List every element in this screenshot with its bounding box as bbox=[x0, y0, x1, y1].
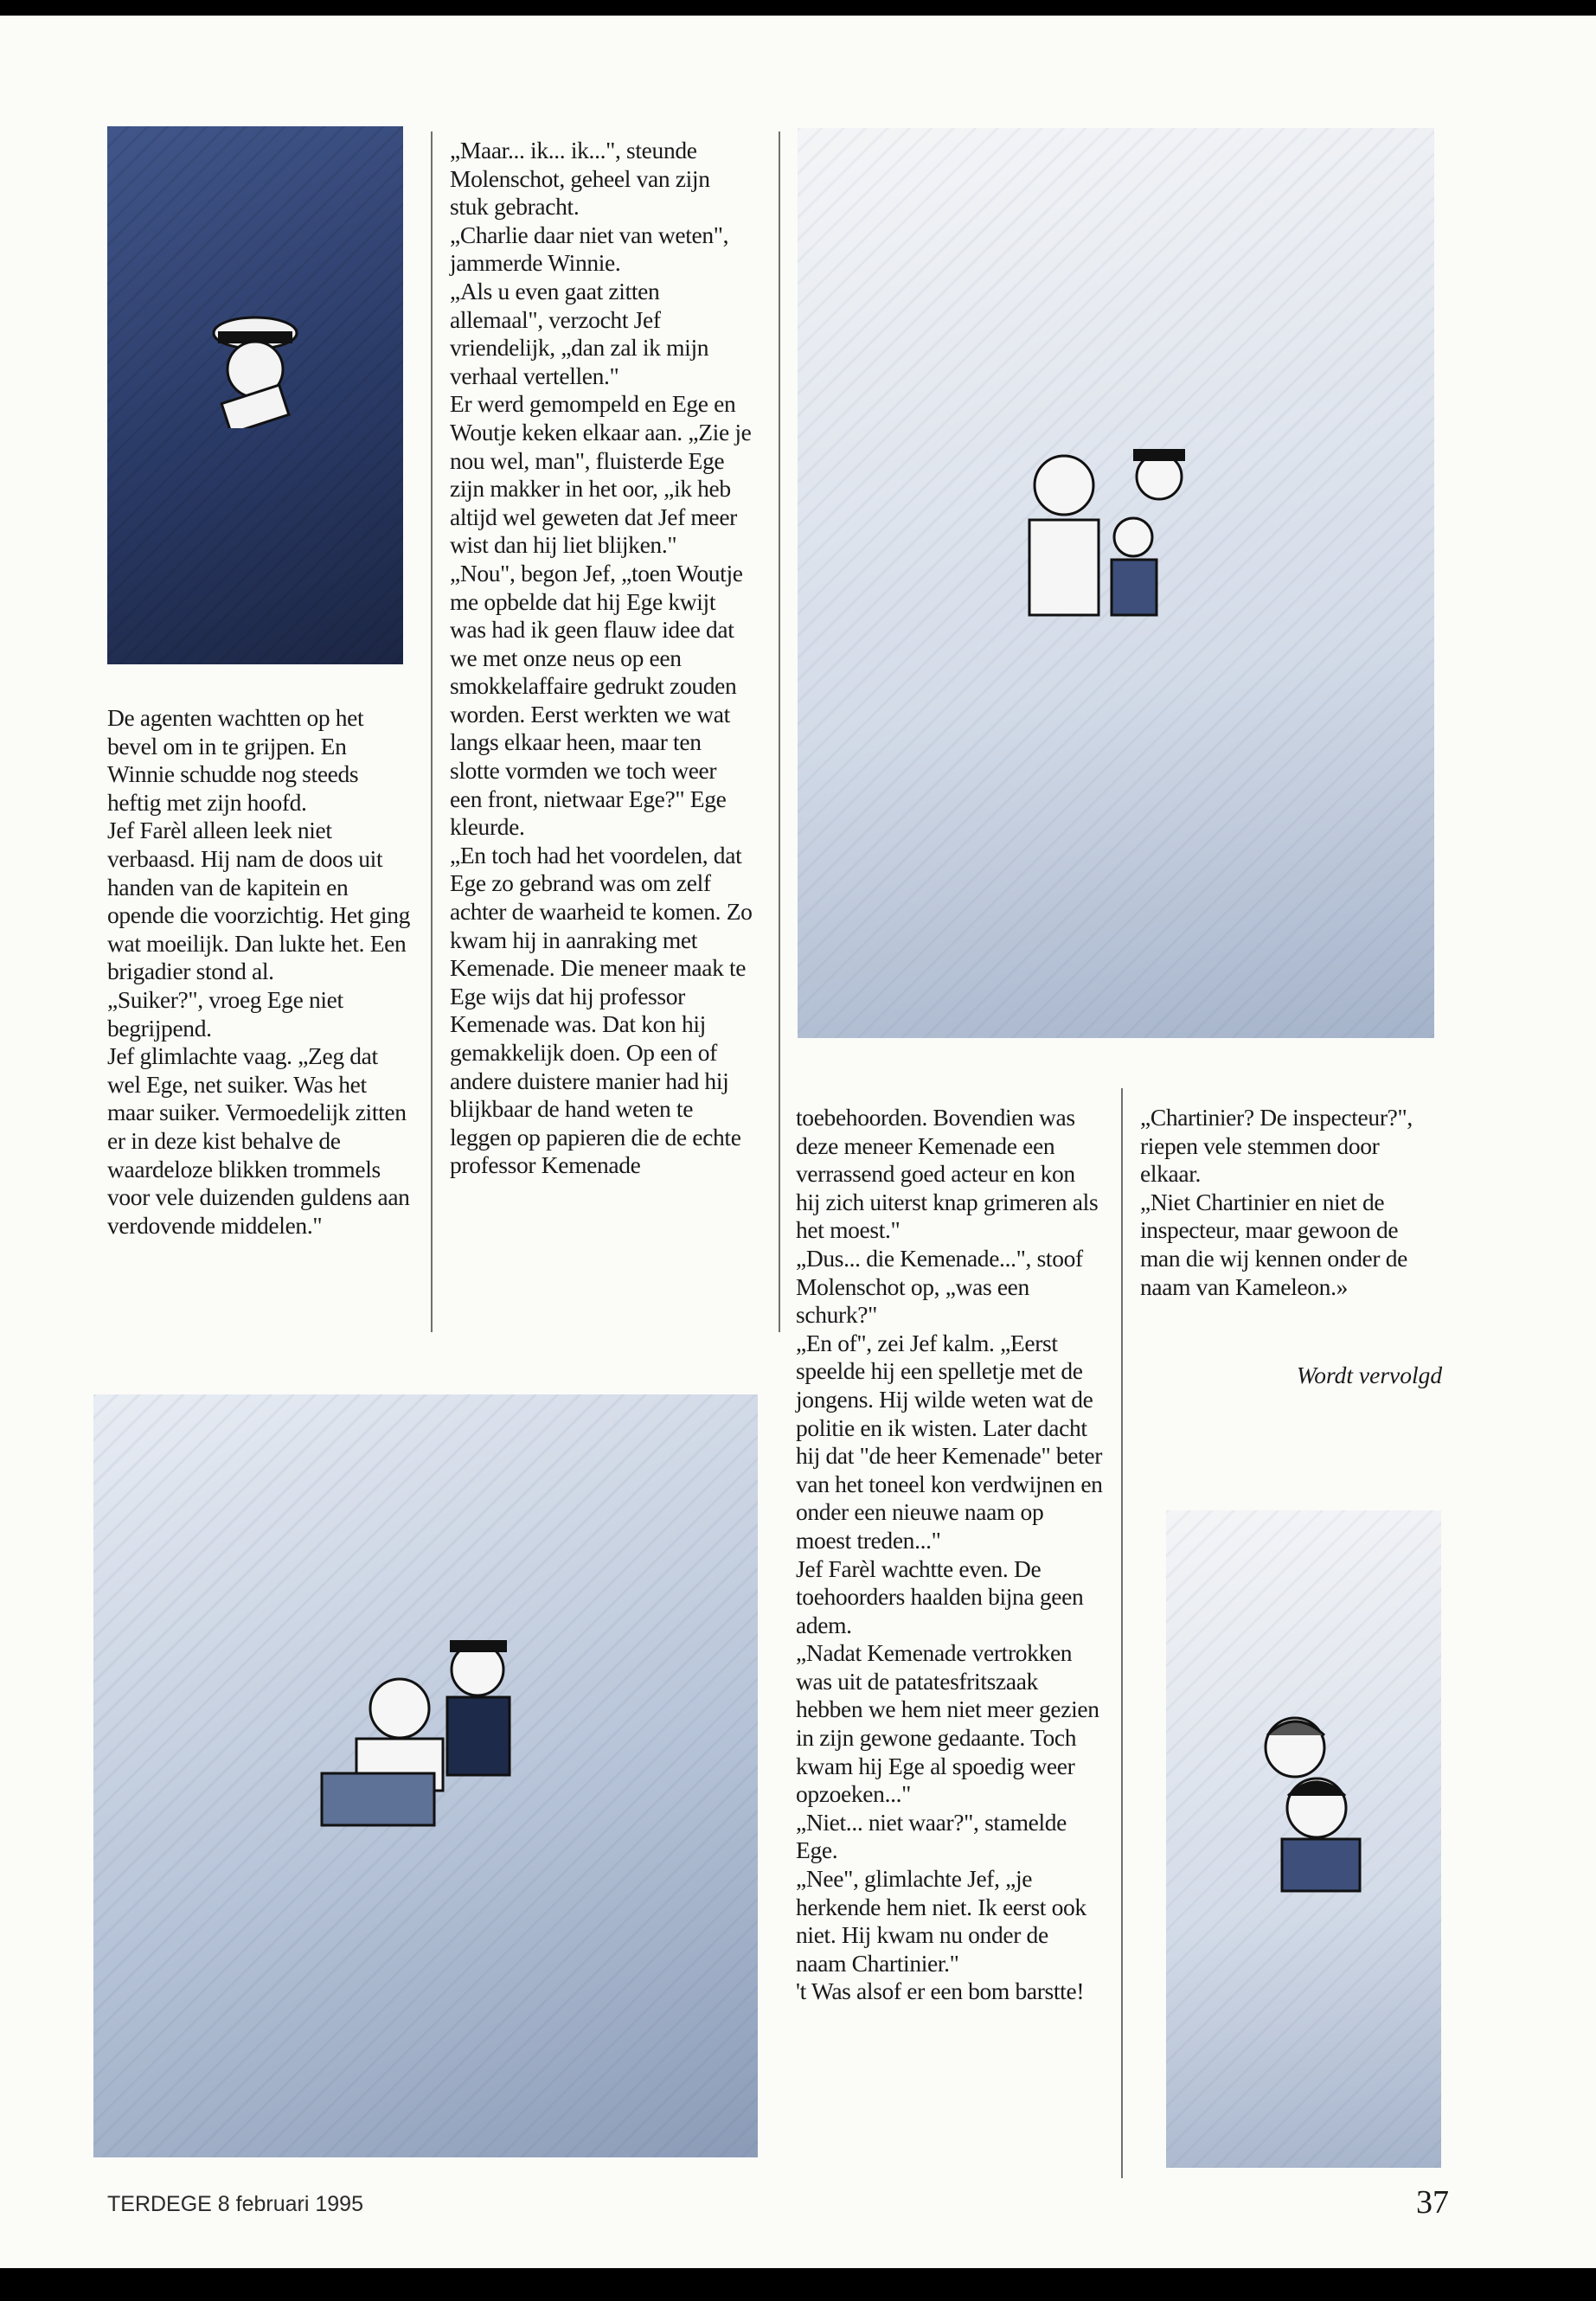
column-2-paragraph-1: „Maar... ik... ik...", steunde Molenschot, geheel van zijn stuk gebracht. bbox=[450, 137, 710, 221]
magazine-page bbox=[0, 16, 1596, 2268]
column-3-paragraph-8: 't Was alsof er een bom barstte! bbox=[796, 1977, 1085, 2005]
captain-illustration bbox=[107, 126, 403, 664]
column-3-paragraph-4: Jef Farèl wachtte even. De toehoorders haalden bijna geen adem. bbox=[796, 1554, 1084, 1638]
column-3-paragraph-7: „Nee", glimlachte Jef, „je herkende hem niet. Ik eerst ook niet. Hij kwam nu onder de naam Chartinier." bbox=[796, 1865, 1086, 1977]
column-3-paragraph-6: „Niet... niet waar?", stamelde Ege. bbox=[796, 1808, 1067, 1864]
column-4-paragraph-1: „Chartinier? De inspecteur?", riepen vele stemmen door elkaar. bbox=[1140, 1104, 1413, 1188]
opening-box-illustration-icon bbox=[304, 1626, 547, 1834]
column-3-paragraph-3: „En of", zei Jef kalm. „Eerst speelde hij een spelletje met de jongens. Hij wilde weten wat de politie en ik wisten. Later dacht hij dat "de heer Kemenade" beter van het toneel kon verdwijnen en onder een nieuwe naam op moest treden..." bbox=[796, 1329, 1103, 1554]
column-1-paragraph-1: De agenten wachtten op het bevel om in te grijpen. En Winnie schudde nog steeds heftig met zijn hoofd. bbox=[107, 704, 364, 816]
text-column-2 bbox=[450, 137, 753, 1180]
column-1-paragraph-2: Jef Farèl alleen leek niet verbaasd. Hij nam de doos uit handen van de kapitein en opende die voorzichtig. Het ging wat moeilijk. Dan lukte het. Een brigadier stond al. bbox=[107, 817, 411, 985]
continued-label: Wordt vervolgd bbox=[1296, 1362, 1443, 1388]
column-4-paragraph-2: „Niet Chartinier en niet de inspecteur, maar gewoon de man die wij kennen onder de naam van Kameleon.» bbox=[1140, 1188, 1407, 1300]
column-2-paragraph-3: „Als u even gaat zitten allemaal", verzocht Jef vriendelijk, „dan zal ik mijn verhaal vertellen." bbox=[450, 277, 709, 389]
column-1-paragraph-4: Jef glimlachte vaag. „Zeg dat wel Ege, net suiker. Was het maar suiker. Vermoedelijk zitten er in deze kist behalve de waardeloze blikken trommels voor vele duizenden guldens aan verdovende middelen." bbox=[107, 1042, 410, 1239]
column-1-paragraph-3: „Suiker?", vroeg Ege niet begrijpend. bbox=[107, 985, 343, 1042]
two-boys-illustration bbox=[1166, 1510, 1441, 2168]
column-2-paragraph-5: „Nou", begon Jef, „toen Woutje me opbelde dat hij Ege kwijt was had ik geen flauw idee dat we met onze neus op een smokkelaffaire gedrukt zouden worden. Eerst werkten we wat langs elkaar heen, maar ten slotte vormden we toch weer een front, nietwaar Ege?" Ege kleurde. bbox=[450, 559, 743, 841]
men-gathering-illustration bbox=[798, 128, 1434, 1038]
text-column-1 bbox=[107, 704, 413, 1240]
column-3-paragraph-5: „Nadat Kemenade vertrokken was uit de patatesfritszaak hebben we hem niet meer gezien in zijn gewone gedaante. Toch kwam hij Ege al spoedig weer opzoeken..." bbox=[796, 1639, 1099, 1808]
publication-footer: TERDEGE 8 februari 1995 bbox=[107, 2192, 363, 2216]
captain-illustration-icon bbox=[190, 298, 320, 428]
opening-box-illustration bbox=[93, 1394, 758, 2157]
two-boys-illustration-icon bbox=[1234, 1704, 1373, 1894]
column-2-paragraph-6: „En toch had het voordelen, dat Ege zo gebrand was om zelf achter de waarheid te komen. Zo kwam hij in aanraking met Kemenade. Die meneer maak te Ege wijs dat hij professor Kemenade was. Dat kon hij gemakkelijk doen. Op een of andere duistere manier had hij blijkbaar de hand weten te leggen op papieren die de echte professor Kemenade bbox=[450, 841, 753, 1179]
column-2-paragraph-4: Er werd gemompeld en Ege en Woutje keken elkaar aan. „Zie je nou wel, man", fluisterde Ege zijn makker in het oor, „ik heb altijd wel geweten dat Jef meer wist dan hij liet blijken." bbox=[450, 390, 752, 559]
column-2-paragraph-2: „Charlie daar niet van weten", jammerde Winnie. bbox=[450, 221, 729, 277]
column-3-paragraph-1: toebehoorden. Bovendien was deze meneer Kemenade een verrassend goed acteur en kon hij zich uiterst knap grimeren als het moest." bbox=[796, 1104, 1099, 1244]
page-number: 37 bbox=[1416, 2184, 1449, 2221]
men-gathering-illustration-icon bbox=[1003, 433, 1228, 624]
column-rule-2 bbox=[779, 131, 780, 1332]
column-rule-1 bbox=[431, 131, 433, 1332]
text-column-3 bbox=[796, 1104, 1104, 2006]
column-3-paragraph-2: „Dus... die Kemenade...", stoof Molenschot op, „was een schurk?" bbox=[796, 1244, 1083, 1329]
column-rule-3 bbox=[1121, 1088, 1123, 2178]
text-column-4 bbox=[1140, 1104, 1443, 1301]
